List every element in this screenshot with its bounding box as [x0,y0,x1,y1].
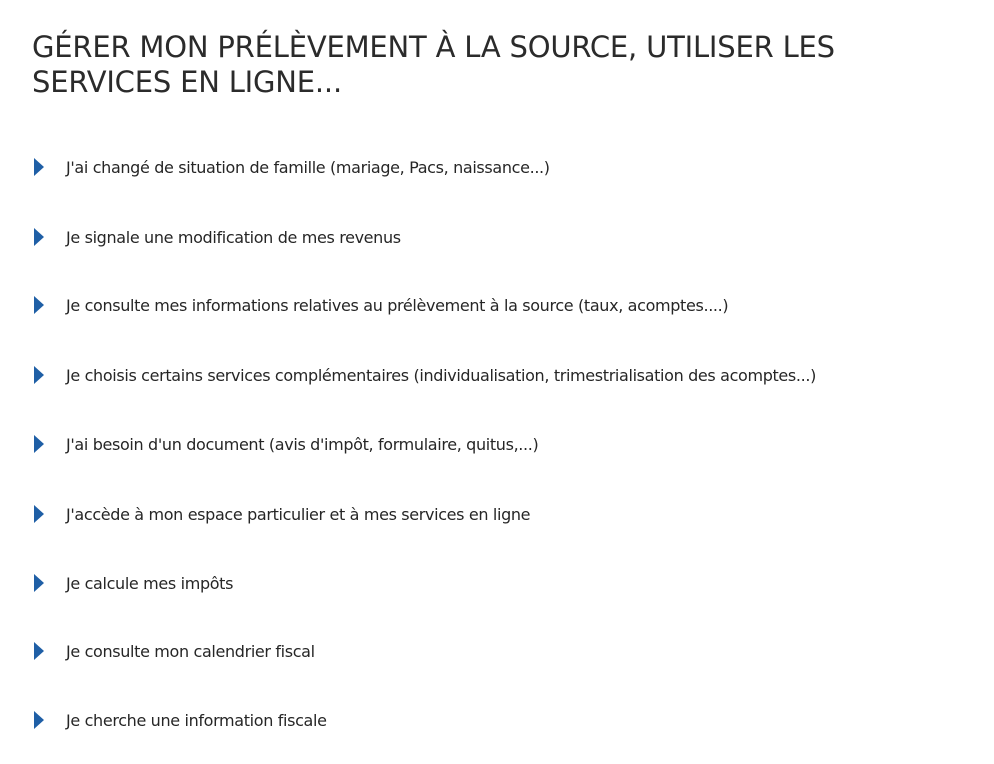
link-item-modification-revenus[interactable] [34,224,401,250]
link-item-document[interactable] [34,431,538,457]
link-item-calcul-impots[interactable] [34,570,233,596]
arrow-right-icon [34,435,44,453]
arrow-right-icon [34,366,44,384]
arrow-right-icon [34,505,44,523]
link-item-espace-particulier[interactable] [34,501,530,527]
link-label[interactable]: Je consulte mes informations relatives au prélèvement à la source (taux, acomptes....) [66,295,729,315]
link-label[interactable]: Je choisis certains services complémentaires (individualisation, trimestrialisation des acomptes...) [66,365,817,385]
link-item-calendrier-fiscal[interactable] [34,638,315,664]
arrow-right-icon [34,642,44,660]
arrow-right-icon [34,574,44,592]
link-label[interactable]: J'ai besoin d'un document (avis d'impôt, formulaire, quitus,...) [66,434,539,454]
link-label[interactable]: Je cherche une information fiscale [66,710,327,730]
arrow-right-icon [34,228,44,246]
arrow-right-icon [34,158,44,176]
link-item-informations-prelevement[interactable] [34,292,728,318]
link-item-information-fiscale[interactable] [34,707,327,733]
link-label[interactable]: J'ai changé de situation de famille (mariage, Pacs, naissance...) [66,157,550,177]
link-label[interactable]: Je signale une modification de mes revenus [66,227,401,247]
link-label[interactable]: J'accède à mon espace particulier et à mes services en ligne [66,504,531,524]
link-item-situation-famille[interactable] [34,154,550,180]
arrow-right-icon [34,711,44,729]
link-item-services-complementaires[interactable] [34,362,816,388]
link-label[interactable]: Je calcule mes impôts [66,573,234,593]
arrow-right-icon [34,296,44,314]
link-label[interactable]: Je consulte mon calendrier fiscal [66,641,315,661]
page-title: GÉRER MON PRÉLÈVEMENT À LA SOURCE, UTILISER LES SERVICES EN LIGNE... [32,30,835,99]
